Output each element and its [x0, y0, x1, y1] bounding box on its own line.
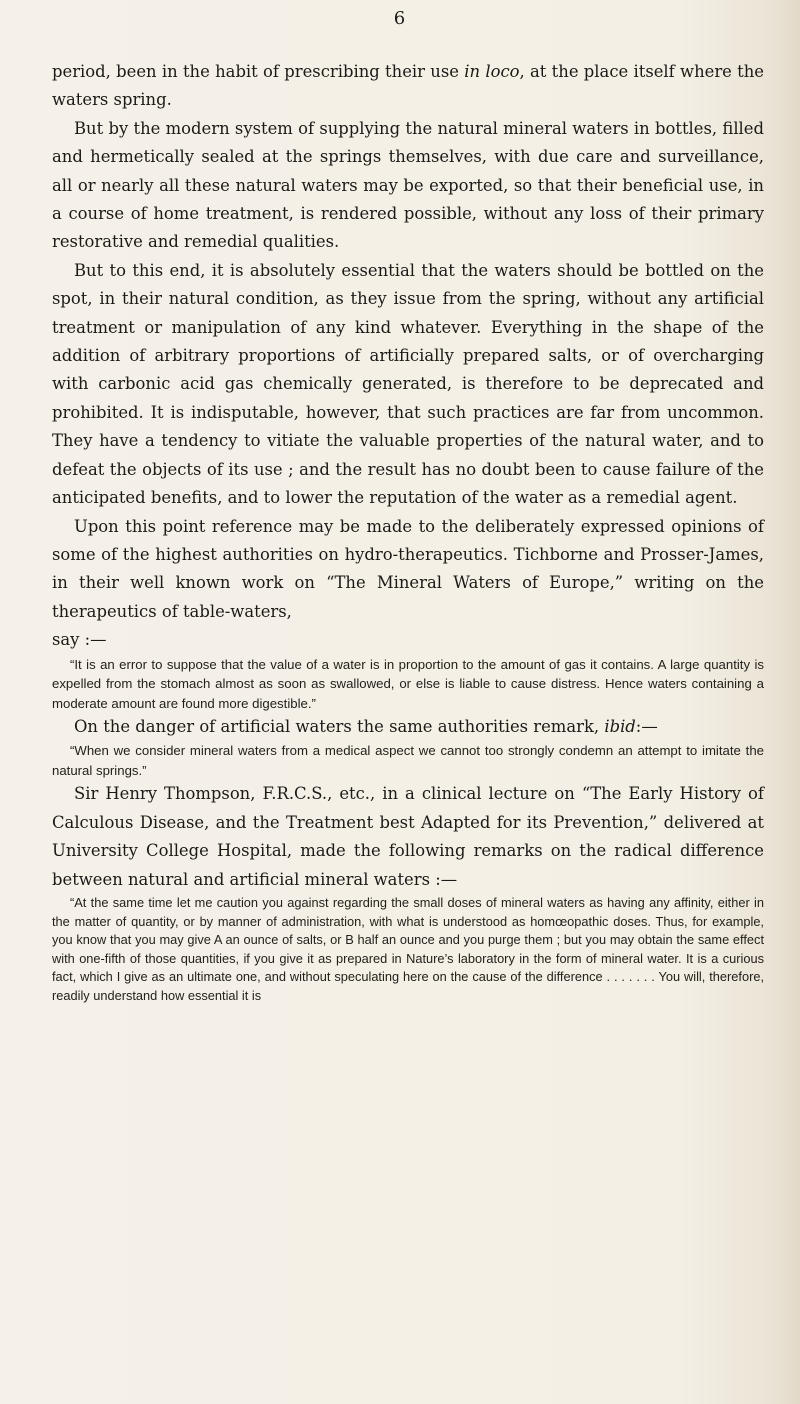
ibid-reference: ibid: [604, 717, 636, 737]
paragraph-thompson-lecture: Sir Henry Thompson, F.R.C.S., etc., in a clinical lecture on “The Early History of Calculous Disease, and the Treatment best Adapted for its Prevention,” delivered at University College Hospital, made the following remarks on the radical difference between natural and artificial mineral waters :—: [52, 784, 764, 889]
page-number: 6: [393, 8, 407, 29]
quote-thompson: “At the same time let me caution you against regarding the small doses of mineral waters as having any affinity, either in the matter of quantity, or by manner of administration, with what is understood as homœopathic doses. Thus, for example, you know that you may give A an ounce of salts, or B half an ounce and you purge them ; but you may obtain the same effect with one-fifth of those quantities, if you give it as prepared in Nature’s laboratory in the form of mineral water. It is a curious fact, which I give as an ultimate one, and without speculating here on the cause of the difference . . . . . . . You will, therefore, readily understand how essential it is: [52, 895, 764, 1004]
paragraph-natural-condition: But to this end, it is absolutely essential that the waters should be bottled on the spot, in their natural condition, as they issue from the spring, without any artificial treatment or manipulation of any kind whatever. Everything in the shape of the addition of arbitrary proportions of artificially prepared salts, or of overcharging with carbonic acid gas chemically generated, is therefore to be deprecated and prohibited. It is indisputable, however, that such practices are far from uncommon. They have a tendency to vitiate the valuable properties of the natural water, and to defeat the objects of its use ; and the result has no doubt been to cause failure of the anticipated benefits, and to lower the reputation of the water as a remedial agent.: [52, 260, 764, 508]
paragraph-1-text: period, been in the habit of prescribing their use in loco, at the place itself where the waters spring.: [52, 62, 764, 110]
paragraph-artificial-danger: [52, 713, 764, 741]
paragraph-say: say :—: [52, 630, 107, 650]
paragraph-bottling: But by the modern system of supplying the natural mineral waters in bottles, filled and hermetically sealed at the springs themselves, with due care and surveillance, all or nearly all these natural waters may be exported, so that their beneficial use, in a course of home treatment, is rendered possible, without any loss of their primary restorative and remedial qualities.: [52, 118, 764, 252]
quote-imitation: “When we consider mineral waters from a medical aspect we cannot too strongly condemn an attempt to imitate the natural springs.”: [52, 743, 764, 778]
page-body: [52, 58, 764, 1006]
paragraph-continued: [52, 58, 764, 115]
in-loco-italic: in loco: [464, 62, 520, 81]
artificial-danger-text: On the danger of artificial waters the same authorities remark,: [74, 717, 600, 737]
artificial-danger-colon: :—: [635, 717, 658, 737]
quote-gas-content: “It is an error to suppose that the value of a water is in proportion to the amount of gas it contains. A large quantity is expelled from the stomach almost as soon as swallowed, or else is liable to cause distress. Hence waters containing a moderate amount are found more digestible.”: [52, 656, 764, 711]
paragraph-authorities: Upon this point reference may be made to the deliberately expressed opinions of some of the highest authorities on hydro-therapeutics. Tichborne and Prosser-James, in their well known work on “The Mineral Waters of Europe,” writing on the therapeutics of table-waters,: [52, 516, 764, 621]
